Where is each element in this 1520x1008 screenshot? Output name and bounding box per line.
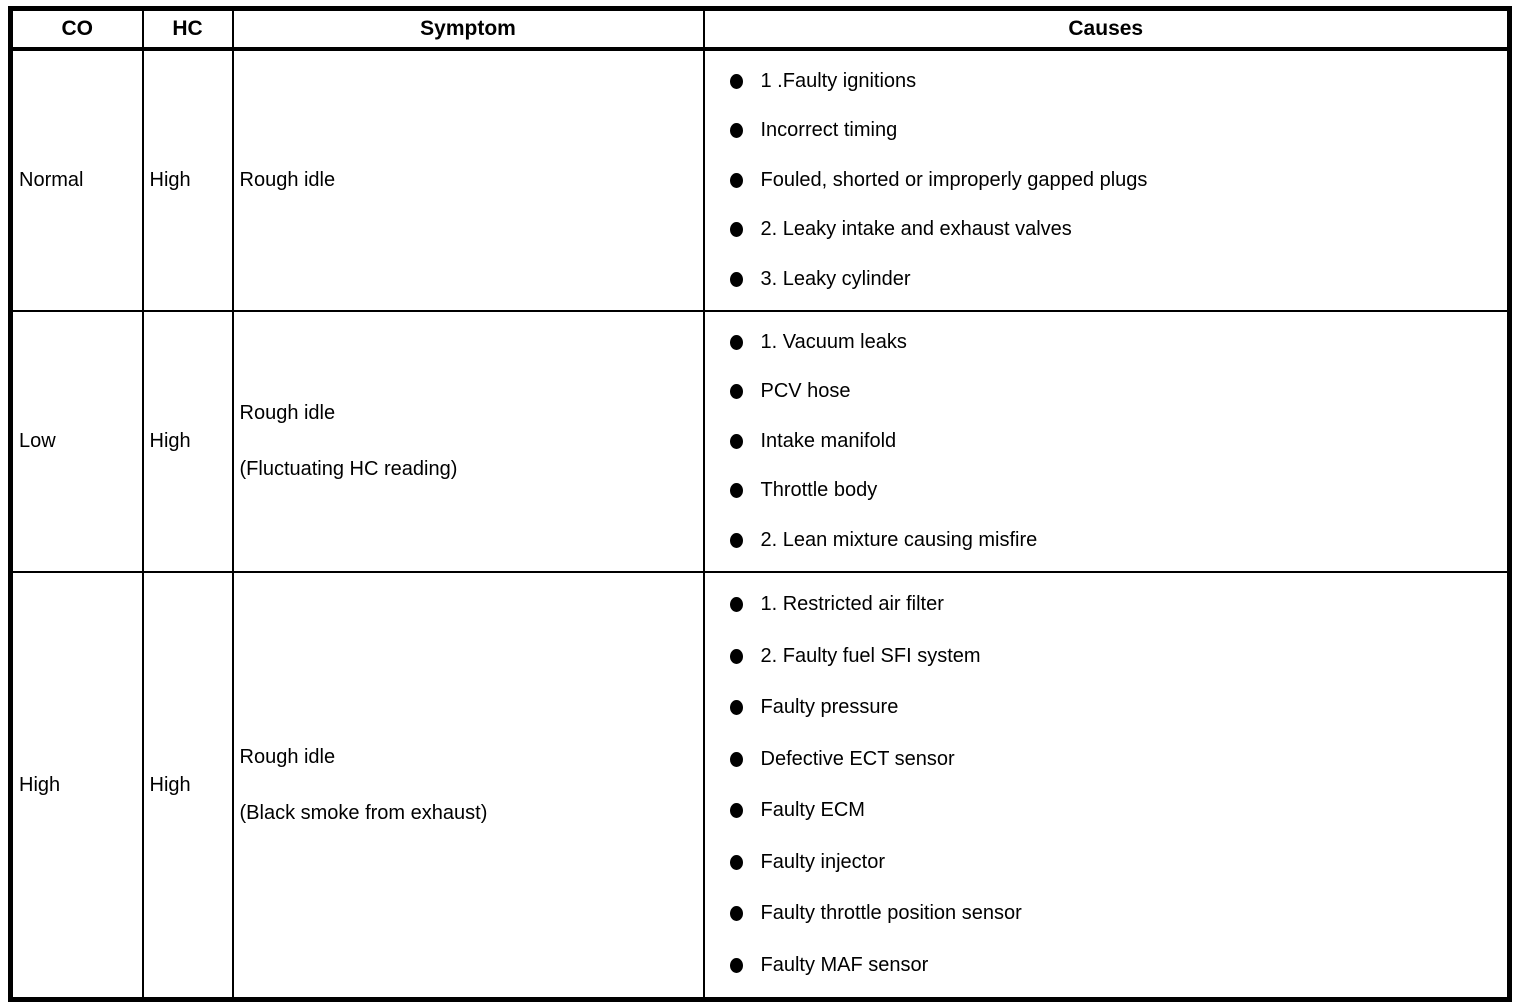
- causes-list: [705, 579, 1508, 991]
- symptom-cell: [233, 49, 704, 311]
- table-body: [11, 49, 1510, 1000]
- causes-list: [705, 57, 1508, 304]
- cause-item: [705, 430, 1508, 453]
- cause-item: [705, 529, 1508, 552]
- cause-text: Throttle body: [760, 479, 878, 502]
- bullet-icon: [730, 173, 743, 188]
- bullet-icon: [730, 855, 743, 870]
- bullet-icon: [730, 384, 743, 399]
- symptom-line: Rough idle: [239, 401, 336, 424]
- bullet-icon: [730, 335, 743, 350]
- column-header-symptom: Symptom: [233, 9, 704, 49]
- column-header-co: CO: [11, 9, 143, 49]
- cause-text: Faulty ECM: [760, 799, 865, 822]
- header-row: [11, 9, 1510, 49]
- table-row: [11, 311, 1510, 572]
- diagnostic-table: [8, 6, 1512, 1002]
- bullet-icon: [730, 272, 743, 287]
- co-cell: Normal: [11, 49, 143, 311]
- table-row: [11, 49, 1510, 311]
- cause-item: [705, 380, 1508, 403]
- bullet-icon: [730, 123, 743, 138]
- table-header: [11, 9, 1510, 49]
- cause-text: Faulty pressure: [760, 696, 899, 719]
- cause-text: 2. Lean mixture causing misfire: [760, 528, 1038, 551]
- hc-cell: High: [143, 49, 233, 311]
- cause-item: [705, 70, 1508, 93]
- cause-item: [705, 169, 1508, 192]
- cause-text: 2. Faulty fuel SFI system: [760, 644, 981, 667]
- cause-text: Faulty MAF sensor: [760, 953, 929, 976]
- cause-item: [705, 479, 1508, 502]
- causes-cell: [704, 49, 1510, 311]
- cause-item: [705, 799, 1508, 822]
- cause-item: [705, 593, 1508, 616]
- bullet-icon: [730, 906, 743, 921]
- cause-text: PCV hose: [760, 380, 851, 403]
- cause-text: Defective ECT sensor: [760, 747, 955, 770]
- symptom-cell: [233, 311, 704, 572]
- cause-item: [705, 748, 1508, 771]
- table-row: [11, 572, 1510, 999]
- symptom-line: Rough idle: [239, 745, 336, 768]
- hc-cell: High: [143, 311, 233, 572]
- cause-text: Incorrect timing: [760, 119, 898, 142]
- bullet-icon: [730, 958, 743, 973]
- bullet-icon: [730, 649, 743, 664]
- bullet-icon: [730, 700, 743, 715]
- symptom-line: (Black smoke from exhaust): [239, 801, 488, 824]
- bullet-icon: [730, 533, 743, 548]
- bullet-icon: [730, 803, 743, 818]
- cause-item: [705, 902, 1508, 925]
- cause-text: 1. Restricted air filter: [760, 593, 944, 616]
- causes-cell: [704, 311, 1510, 572]
- causes-cell: [704, 572, 1510, 999]
- bullet-icon: [730, 222, 743, 237]
- cause-item: [705, 331, 1508, 354]
- cause-text: Fouled, shorted or improperly gapped plugs: [760, 168, 1148, 191]
- cause-item: [705, 645, 1508, 668]
- cause-text: 2. Leaky intake and exhaust valves: [760, 218, 1072, 241]
- cause-item: [705, 119, 1508, 142]
- cause-text: Intake manifold: [760, 429, 897, 452]
- symptom-cell: [233, 572, 704, 999]
- symptom-line: Rough idle: [239, 168, 336, 191]
- cause-item: [705, 696, 1508, 719]
- cause-item: [705, 268, 1508, 291]
- bullet-icon: [730, 434, 743, 449]
- cause-item: [705, 218, 1508, 241]
- co-cell: Low: [11, 311, 143, 572]
- causes-list: [705, 318, 1508, 565]
- cause-text: Faulty injector: [760, 850, 885, 873]
- cause-text: 3. Leaky cylinder: [760, 267, 911, 290]
- bullet-icon: [730, 74, 743, 89]
- column-header-hc: HC: [143, 9, 233, 49]
- cause-text: 1. Vacuum leaks: [760, 330, 907, 353]
- bullet-icon: [730, 752, 743, 767]
- hc-cell: High: [143, 572, 233, 999]
- co-cell: High: [11, 572, 143, 999]
- bullet-icon: [730, 483, 743, 498]
- bullet-icon: [730, 597, 743, 612]
- cause-text: Faulty throttle position sensor: [760, 902, 1022, 925]
- column-header-causes: Causes: [704, 9, 1510, 49]
- symptom-line: (Fluctuating HC reading): [239, 457, 458, 480]
- cause-item: [705, 954, 1508, 977]
- cause-item: [705, 851, 1508, 874]
- cause-text: 1 .Faulty ignitions: [760, 69, 917, 92]
